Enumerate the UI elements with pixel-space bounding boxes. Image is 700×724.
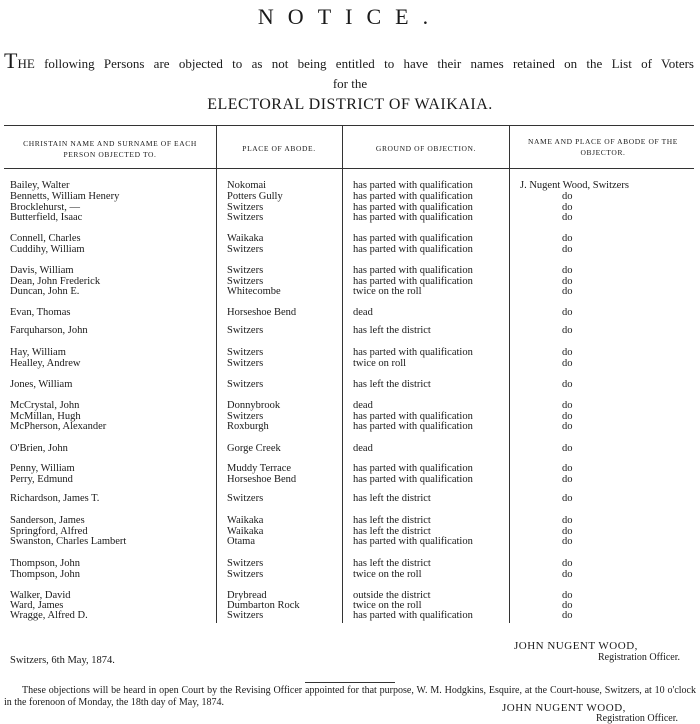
voter-name: Thompson, John <box>10 558 81 569</box>
objector: do <box>562 421 573 432</box>
table-row <box>0 474 700 485</box>
table-row <box>0 463 700 474</box>
objector: do <box>562 325 573 336</box>
place-of-abode: Whitecombe <box>227 286 281 297</box>
place-of-abode: Switzers <box>227 212 264 223</box>
voter-name: Penny, William <box>10 463 75 474</box>
place-of-abode: Switzers <box>227 379 264 390</box>
district-heading: ELECTORAL DISTRICT OF WAIKAIA. <box>207 96 493 113</box>
intro-dropcap: T <box>4 48 18 73</box>
voter-name: Bennetts, William Henery <box>10 191 120 202</box>
place-of-abode: Waikaka <box>227 233 264 244</box>
place-of-abode: Gorge Creek <box>227 443 281 454</box>
place-of-abode: Switzers <box>227 244 264 255</box>
place-of-abode: Waikaka <box>227 526 264 537</box>
place-of-abode: Muddy Terrace <box>227 463 292 474</box>
objector: do <box>562 233 573 244</box>
voter-name: Cuddihy, William <box>10 244 85 255</box>
signature-title: Registration Officer. <box>596 713 679 724</box>
voter-name: Wragge, Alfred D. <box>10 610 88 621</box>
ground-of-objection: has parted with qualification <box>353 463 473 474</box>
place-of-abode: Donnybrook <box>227 400 281 411</box>
ground-of-objection: has parted with qualification <box>353 212 473 223</box>
voter-name: Jones, William <box>10 379 73 390</box>
ground-of-objection: has parted with qualification <box>353 610 473 621</box>
table-row <box>0 493 700 504</box>
ground-of-objection: has parted with qualification <box>353 536 473 547</box>
table-row <box>0 233 700 244</box>
ground-of-objection: has parted with qualification <box>353 276 473 287</box>
ground-of-objection: twice on the roll <box>353 600 422 611</box>
voter-name: Swanston, Charles Lambert <box>10 536 127 547</box>
objector: do <box>562 558 573 569</box>
ground-of-objection: has parted with qualification <box>353 411 473 422</box>
voter-name: Davis, William <box>10 265 74 276</box>
place-of-abode: Switzers <box>227 202 264 213</box>
intro-line2: for the <box>332 76 368 91</box>
ground-of-objection: has left the district <box>353 379 431 390</box>
objector: J. Nugent Wood, Switzers <box>520 180 629 191</box>
voter-name: Duncan, John E. <box>10 286 80 297</box>
objector: do <box>562 463 573 474</box>
place-of-abode: Switzers <box>227 358 264 369</box>
objector: do <box>562 590 573 601</box>
voter-name: Healley, Andrew <box>10 358 81 369</box>
ground-of-objection: has left the district <box>353 325 431 336</box>
ground-of-objection: has parted with qualification <box>353 202 473 213</box>
objector: do <box>562 307 573 318</box>
ground-of-objection: twice on the roll <box>353 569 422 580</box>
objector: do <box>562 526 573 537</box>
objector: do <box>562 610 573 621</box>
place-of-abode: Roxburgh <box>227 421 269 432</box>
voter-name: Dean, John Frederick <box>10 276 101 287</box>
table-header-rule <box>4 168 694 169</box>
ground-of-objection: twice on the roll <box>353 286 422 297</box>
ground-of-objection: has parted with qualification <box>353 191 473 202</box>
ground-of-objection: has parted with qualification <box>353 347 473 358</box>
ground-of-objection: has parted with qualification <box>353 233 473 244</box>
voter-name: Sanderson, James <box>10 515 85 526</box>
table-row <box>0 347 700 358</box>
place-of-abode: Horseshoe Bend <box>227 307 297 318</box>
ground-of-objection: has parted with qualification <box>353 180 473 191</box>
place-of-abode: Switzers <box>227 411 264 422</box>
voter-name: Bailey, Walter <box>10 180 70 191</box>
place-of-abode: Drybread <box>227 590 267 601</box>
table-row <box>0 443 700 454</box>
voter-name: Springford, Alfred <box>10 526 88 537</box>
table-row <box>0 421 700 432</box>
place-of-abode: Potters Gully <box>227 191 283 202</box>
signature-name: JOHN NUGENT WOOD, <box>502 702 626 714</box>
objector: do <box>562 347 573 358</box>
ground-of-objection: has parted with qualification <box>353 421 473 432</box>
ground-of-objection: outside the district <box>353 590 431 601</box>
ground-of-objection: has parted with qualification <box>353 474 473 485</box>
place-of-abode: Dumbarton Rock <box>227 600 300 611</box>
voter-name: Connell, Charles <box>10 233 81 244</box>
ground-of-objection: has left the district <box>353 493 431 504</box>
table-row <box>0 307 700 318</box>
voter-name: McPherson, Alexander <box>10 421 107 432</box>
place-of-abode: Otama <box>227 536 255 547</box>
objector: do <box>562 400 573 411</box>
voter-name: Hay, William <box>10 347 66 358</box>
objector: do <box>562 515 573 526</box>
place-of-abode: Switzers <box>227 493 264 504</box>
objector: do <box>562 265 573 276</box>
objector: do <box>562 493 573 504</box>
objector: do <box>562 286 573 297</box>
table-row <box>0 212 700 223</box>
objector: do <box>562 536 573 547</box>
place-of-abode: Switzers <box>227 347 264 358</box>
voter-name: Walker, David <box>10 590 71 601</box>
hearing-notice: These objections will be heard in open Court by the Revising Officer appointed for that purpose, W. M. Hodgkins, Esquire, at the Court-house, Switzers, at 10 o'clock in the forenoon of Monday, the 18th day of May, 1874. <box>4 685 696 708</box>
objector: do <box>562 411 573 422</box>
voter-name: McCrystal, John <box>10 400 80 411</box>
voter-name: Butterfield, Isaac <box>10 212 83 223</box>
table-row <box>0 180 700 191</box>
table-row <box>0 325 700 336</box>
place-of-abode: Nokomai <box>227 180 267 191</box>
place-of-abode: Horseshoe Bend <box>227 474 297 485</box>
voter-name: Ward, James <box>10 600 64 611</box>
ground-of-objection: has parted with qualification <box>353 265 473 276</box>
signature-name: JOHN NUGENT WOOD, <box>514 640 638 652</box>
objector: do <box>562 379 573 390</box>
objector: do <box>562 191 573 202</box>
voter-name: Thompson, John <box>10 569 81 580</box>
objector: do <box>562 202 573 213</box>
table-row <box>0 379 700 390</box>
objector: do <box>562 474 573 485</box>
objector: do <box>562 276 573 287</box>
table-row <box>0 286 700 297</box>
signature-title: Registration Officer. <box>598 652 681 663</box>
header-ground: GROUND OF OBJECTION. <box>375 144 477 153</box>
objector: do <box>562 443 573 454</box>
place-of-abode: Switzers <box>227 325 264 336</box>
place-of-abode: Switzers <box>227 610 264 621</box>
voter-name: McMillan, Hugh <box>10 411 81 422</box>
place-of-abode: Switzers <box>227 569 264 580</box>
ground-of-objection: has left the district <box>353 526 431 537</box>
ground-of-objection: dead <box>353 307 373 318</box>
ground-of-objection: dead <box>353 400 373 411</box>
objector: do <box>562 569 573 580</box>
notice-title: NOTICE. <box>257 4 443 29</box>
voter-name: Richardson, James T. <box>10 493 100 504</box>
table-top-rule <box>4 125 694 126</box>
objector: do <box>562 244 573 255</box>
ground-of-objection: has left the district <box>353 558 431 569</box>
table-row <box>0 400 700 411</box>
table-row <box>0 191 700 202</box>
table-row <box>0 610 700 621</box>
notice-date: Switzers, 6th May, 1874. <box>10 655 115 666</box>
place-of-abode: Switzers <box>227 558 264 569</box>
intro-line1: HE following Persons are objected to as not being entitled to have their names retained on the List of Voters <box>17 56 694 71</box>
voter-name: O'Brien, John <box>10 443 68 454</box>
ground-of-objection: twice on roll <box>353 358 407 369</box>
header-objector: NAME AND PLACE OF ABODE OF THE OBJECTOR. <box>528 137 678 157</box>
objector: do <box>562 600 573 611</box>
table-row <box>0 569 700 580</box>
table-row <box>0 244 700 255</box>
table-row <box>0 558 700 569</box>
table-row <box>0 358 700 369</box>
ground-of-objection: has left the district <box>353 515 431 526</box>
voter-name: Brocklehurst, — <box>10 202 80 213</box>
table-row <box>0 536 700 547</box>
place-of-abode: Waikaka <box>227 515 264 526</box>
header-place: PLACE OF ABODE. <box>242 144 316 153</box>
ground-of-objection: has parted with qualification <box>353 244 473 255</box>
voter-name: Farquharson, John <box>10 325 88 336</box>
intro-text <box>4 48 694 73</box>
place-of-abode: Switzers <box>227 276 264 287</box>
divider-rule <box>305 682 395 683</box>
header-name: CHRISTAIN NAME AND SURNAME OF EACH PERSON OBJECTED TO. <box>23 139 197 159</box>
objector: do <box>562 212 573 223</box>
place-of-abode: Switzers <box>227 265 264 276</box>
voter-name: Perry, Edmund <box>10 474 73 485</box>
table-row <box>0 515 700 526</box>
voter-name: Evan, Thomas <box>10 307 71 318</box>
objector: do <box>562 358 573 369</box>
ground-of-objection: dead <box>353 443 373 454</box>
table-row <box>0 265 700 276</box>
